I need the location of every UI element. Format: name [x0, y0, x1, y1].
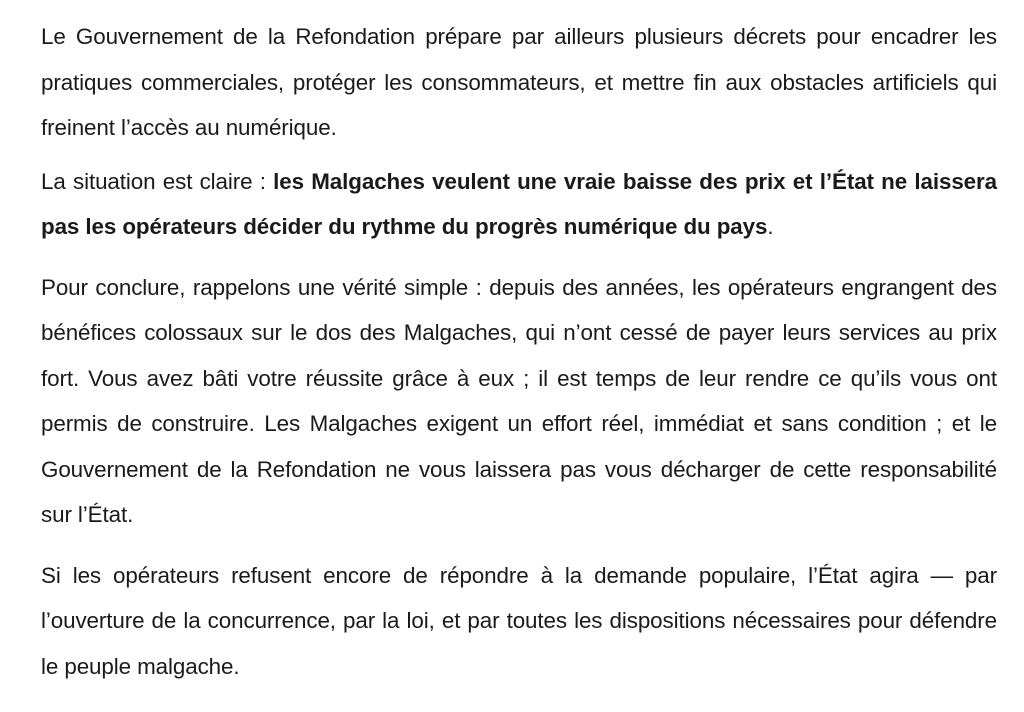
paragraph-conclusion: Pour conclure, rappelons une vérité simple : depuis des années, les opérateurs engrangent des bénéfices colossaux sur le dos des Malgaches, qui n’ont cessé de payer leurs services au prix fort. Vous avez bâti votre réussite grâce à eux ; il est temps de leur rendre ce qu’ils vous ont permis de construire. Les Malgaches exigent un effort réel, immédiat et sans condition ; et le Gouvernement de la Refondation ne vous laissera pas vous décharger de cette responsabilité sur l’État. [41, 274, 997, 527]
paragraph-situation-intro: La situation est claire : [41, 168, 274, 194]
paragraph-situation-period: . [767, 214, 774, 239]
paragraph-situation-bold-statement: les Malgaches veulent une vraie baisse des prix et l’État ne laissera pas les opérateurs décider du rythme du progrès numérique du pays [41, 168, 997, 239]
paragraph-situation [41, 159, 997, 250]
paragraph-decrets: Le Gouvernement de la Refondation prépare par ailleurs plusieurs décrets pour encadrer les pratiques commerciales, protéger les consommateurs, et mettre fin aux obstacles artificiels qui freinent l’accès au numérique. [41, 24, 997, 140]
paragraph-final-warning: Si les opérateurs refusent encore de répondre à la demande populaire, l’État agira — par l’ouverture de la concurrence, par la loi, et par toutes les dispositions nécessaires pour défendre le peuple malgache. [41, 562, 997, 679]
document-body [41, 14, 997, 689]
